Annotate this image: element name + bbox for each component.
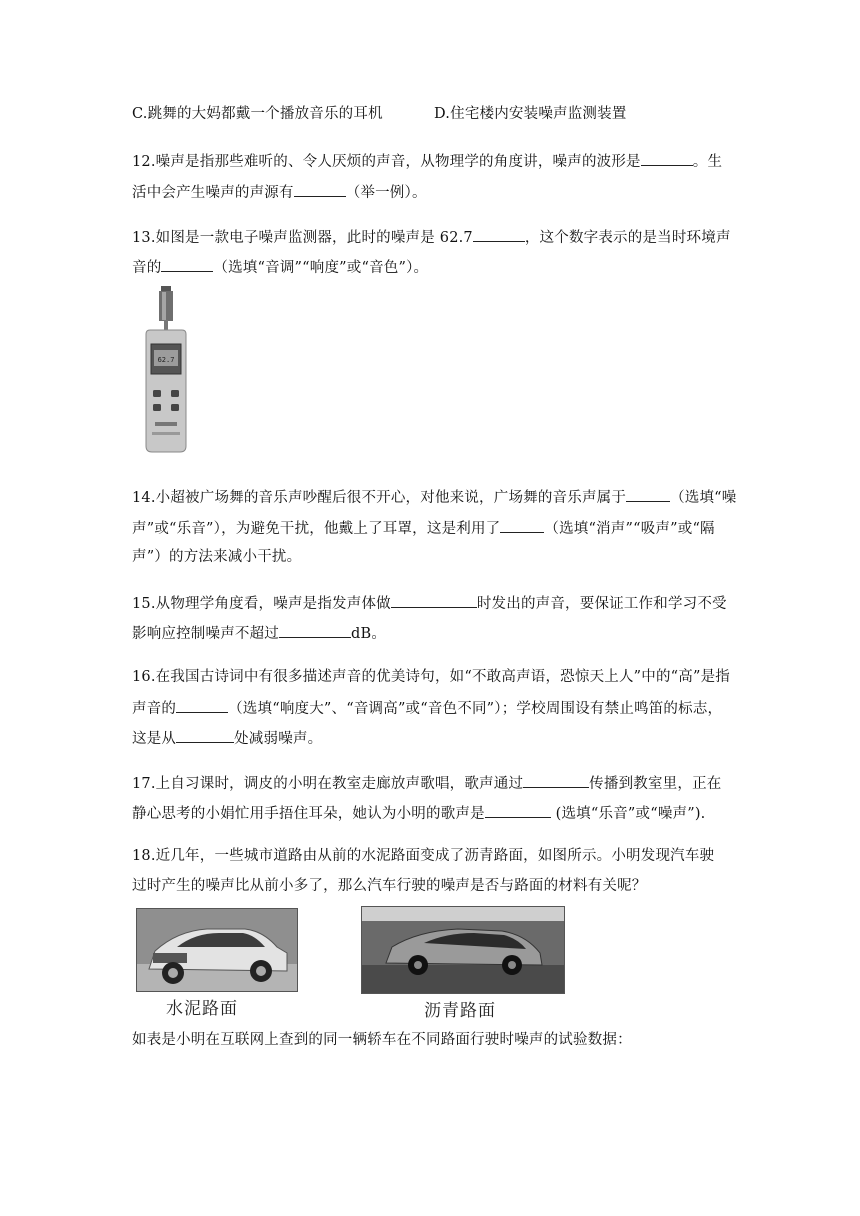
answer-blank[interactable]: [473, 226, 525, 242]
answer-blank[interactable]: [176, 697, 228, 713]
q11-option-c: C.跳舞的大妈都戴一个播放音乐的耳机: [132, 106, 383, 122]
q11-options: [132, 104, 383, 124]
q17-line1: 17.上自习课时，调皮的小明在教室走廊放声歌唱，歌声通过 传播到教室里，正在: [132, 772, 721, 794]
q14-line2: 声”或“乐音”），为避免干扰，他戴上了耳罩，这是利用了 （选填“消声”“吸声”或“隔: [132, 517, 715, 539]
q17-line2: 静心思考的小娟忙用手捂住耳朵，她认为小明的歌声是 (选填“乐音”或“噪声”).: [132, 802, 706, 824]
q15-line1: 15.从物理学角度看，噪声是指发声体做 时发出的声音，要保证工作和学习不受: [132, 592, 727, 614]
answer-blank[interactable]: [485, 802, 551, 818]
q12-line2: 活中会产生噪声的声源有 （举一例）。: [132, 181, 427, 203]
q13-line1: 13.如图是一款电子噪声监测器，此时的噪声是 62.7 ，这个数字表示的是当时环境声: [132, 226, 731, 248]
answer-blank[interactable]: [279, 622, 351, 638]
answer-blank[interactable]: [391, 592, 477, 608]
q18-line2: 过时产生的噪声比从前小多了，那么汽车行驶的噪声是否与路面的材料有关呢？: [132, 878, 647, 894]
noise-meter-image: [140, 286, 192, 454]
q15-line2: 影响应控制噪声不超过 dB。: [132, 622, 386, 644]
answer-blank[interactable]: [626, 486, 670, 502]
q16-line1: 16.在我国古诗词中有很多描述声音的优美诗句，如“不敢高声语，恐惊天上人”中的“高”是指: [132, 669, 731, 685]
asphalt-road-car-photo: [361, 906, 565, 994]
q13-line2: 音的 （选填“音调”“响度”或“音色”）。: [132, 256, 428, 278]
answer-blank[interactable]: [176, 727, 234, 743]
q16-line3: 这是从 处减弱噪声。: [132, 727, 322, 749]
answer-blank[interactable]: [523, 772, 589, 788]
q16-line2: 声音的 （选填“响度大”、“音调高”或“音色不同”）；学校周围设有禁止鸣笛的标志，: [132, 697, 722, 719]
q18-table-intro: 如表是小明在互联网上查到的同一辆轿车在不同路面行驶时噪声的试验数据：: [132, 1032, 632, 1048]
q11-option-d: D.住宅楼内安装噪声监测装置: [434, 106, 627, 122]
answer-blank[interactable]: [294, 181, 346, 197]
q14-line3: 声”）的方法来减小干扰。: [132, 549, 302, 565]
q14-line1: 14.小超被广场舞的音乐声吵醒后很不开心，对他来说，广场舞的音乐声属于 （选填“噪: [132, 486, 736, 508]
answer-blank[interactable]: [641, 150, 693, 166]
q18-line1: 18.近几年，一些城市道路由从前的水泥路面变成了沥青路面，如图所示。小明发现汽车驶: [132, 848, 715, 864]
meter-display-value: 62.7: [157, 356, 175, 364]
cement-road-caption: 水泥路面: [166, 999, 238, 1019]
asphalt-road-caption: 沥青路面: [424, 1001, 496, 1021]
answer-blank[interactable]: [500, 517, 544, 533]
q12-line1: 12.噪声是指那些难听的、令人厌烦的声音，从物理学的角度讲，噪声的波形是 。生: [132, 150, 722, 172]
cement-road-car-photo: [136, 908, 298, 992]
answer-blank[interactable]: [161, 256, 213, 272]
